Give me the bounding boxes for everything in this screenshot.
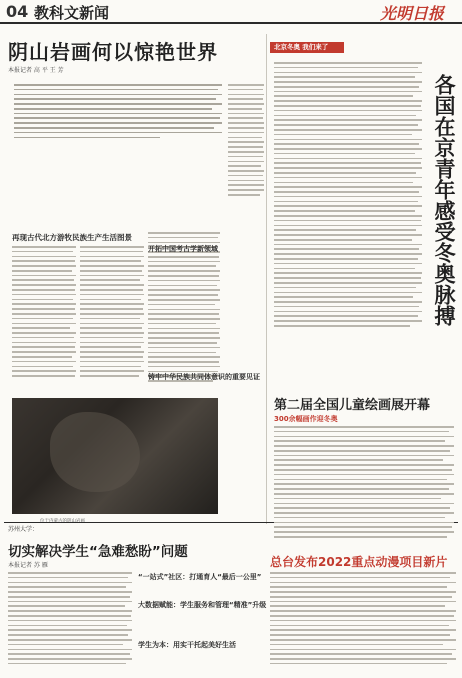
lead-subhead-3: 铸牢中华民族共同体意识的重要见证	[148, 373, 260, 381]
newspaper-logo: 光明日报	[380, 4, 445, 23]
right-story-3-body	[270, 572, 456, 672]
right-story-3-headline: 总台发布2022重点动漫项目新片	[270, 555, 448, 569]
lead-byline: 本报记者 高 平 王 芳	[8, 67, 64, 74]
bottom-subhead-2: 大数据赋能：学生服务和管理“精准”升级	[138, 601, 267, 609]
right-story-1-body	[274, 62, 422, 388]
right-story-2-subhead: 300余幅画作迎冬奥	[274, 415, 338, 423]
right-story-2-headline: 第二届全国儿童绘画展开幕	[274, 398, 431, 413]
bottom-subhead-3: 学生为本：用实干托起美好生活	[138, 641, 236, 649]
winter-olympics-banner: 北京冬奥 我们来了	[270, 42, 344, 53]
lead-subhead-2: 开拓中国考古学新领域	[148, 245, 218, 253]
bottom-headline: 切实解决学生“急难愁盼”问题	[8, 544, 188, 560]
lead-subhead-1: 再现古代北方游牧民族生产生活图景	[12, 233, 132, 242]
right-story-2-body	[274, 426, 454, 546]
bottom-kicker: 苏州大学：	[8, 526, 39, 533]
section-title: 教科文新闻	[34, 4, 110, 22]
bottom-body-col-1	[8, 572, 132, 672]
page-number: 04	[6, 2, 29, 21]
lead-headline: 阴山岩画何以惊艳世界	[8, 40, 218, 64]
lead-intro-text	[14, 84, 222, 156]
photo-caption	[40, 518, 220, 524]
bottom-subhead-1: “一站式”社区：打通育人“最后一公里”	[138, 573, 262, 581]
lead-body-col-3	[148, 232, 220, 394]
column-divider	[266, 34, 267, 524]
lead-body-col-2	[80, 246, 144, 394]
lead-body-col-1	[12, 246, 76, 394]
right-vertical-headline: 各国在京青年感受冬奥脉搏	[432, 74, 456, 326]
rock-art-photo	[12, 398, 218, 514]
bottom-byline: 本报记者 苏 雁	[8, 562, 48, 569]
lead-body-col-4	[228, 84, 264, 224]
